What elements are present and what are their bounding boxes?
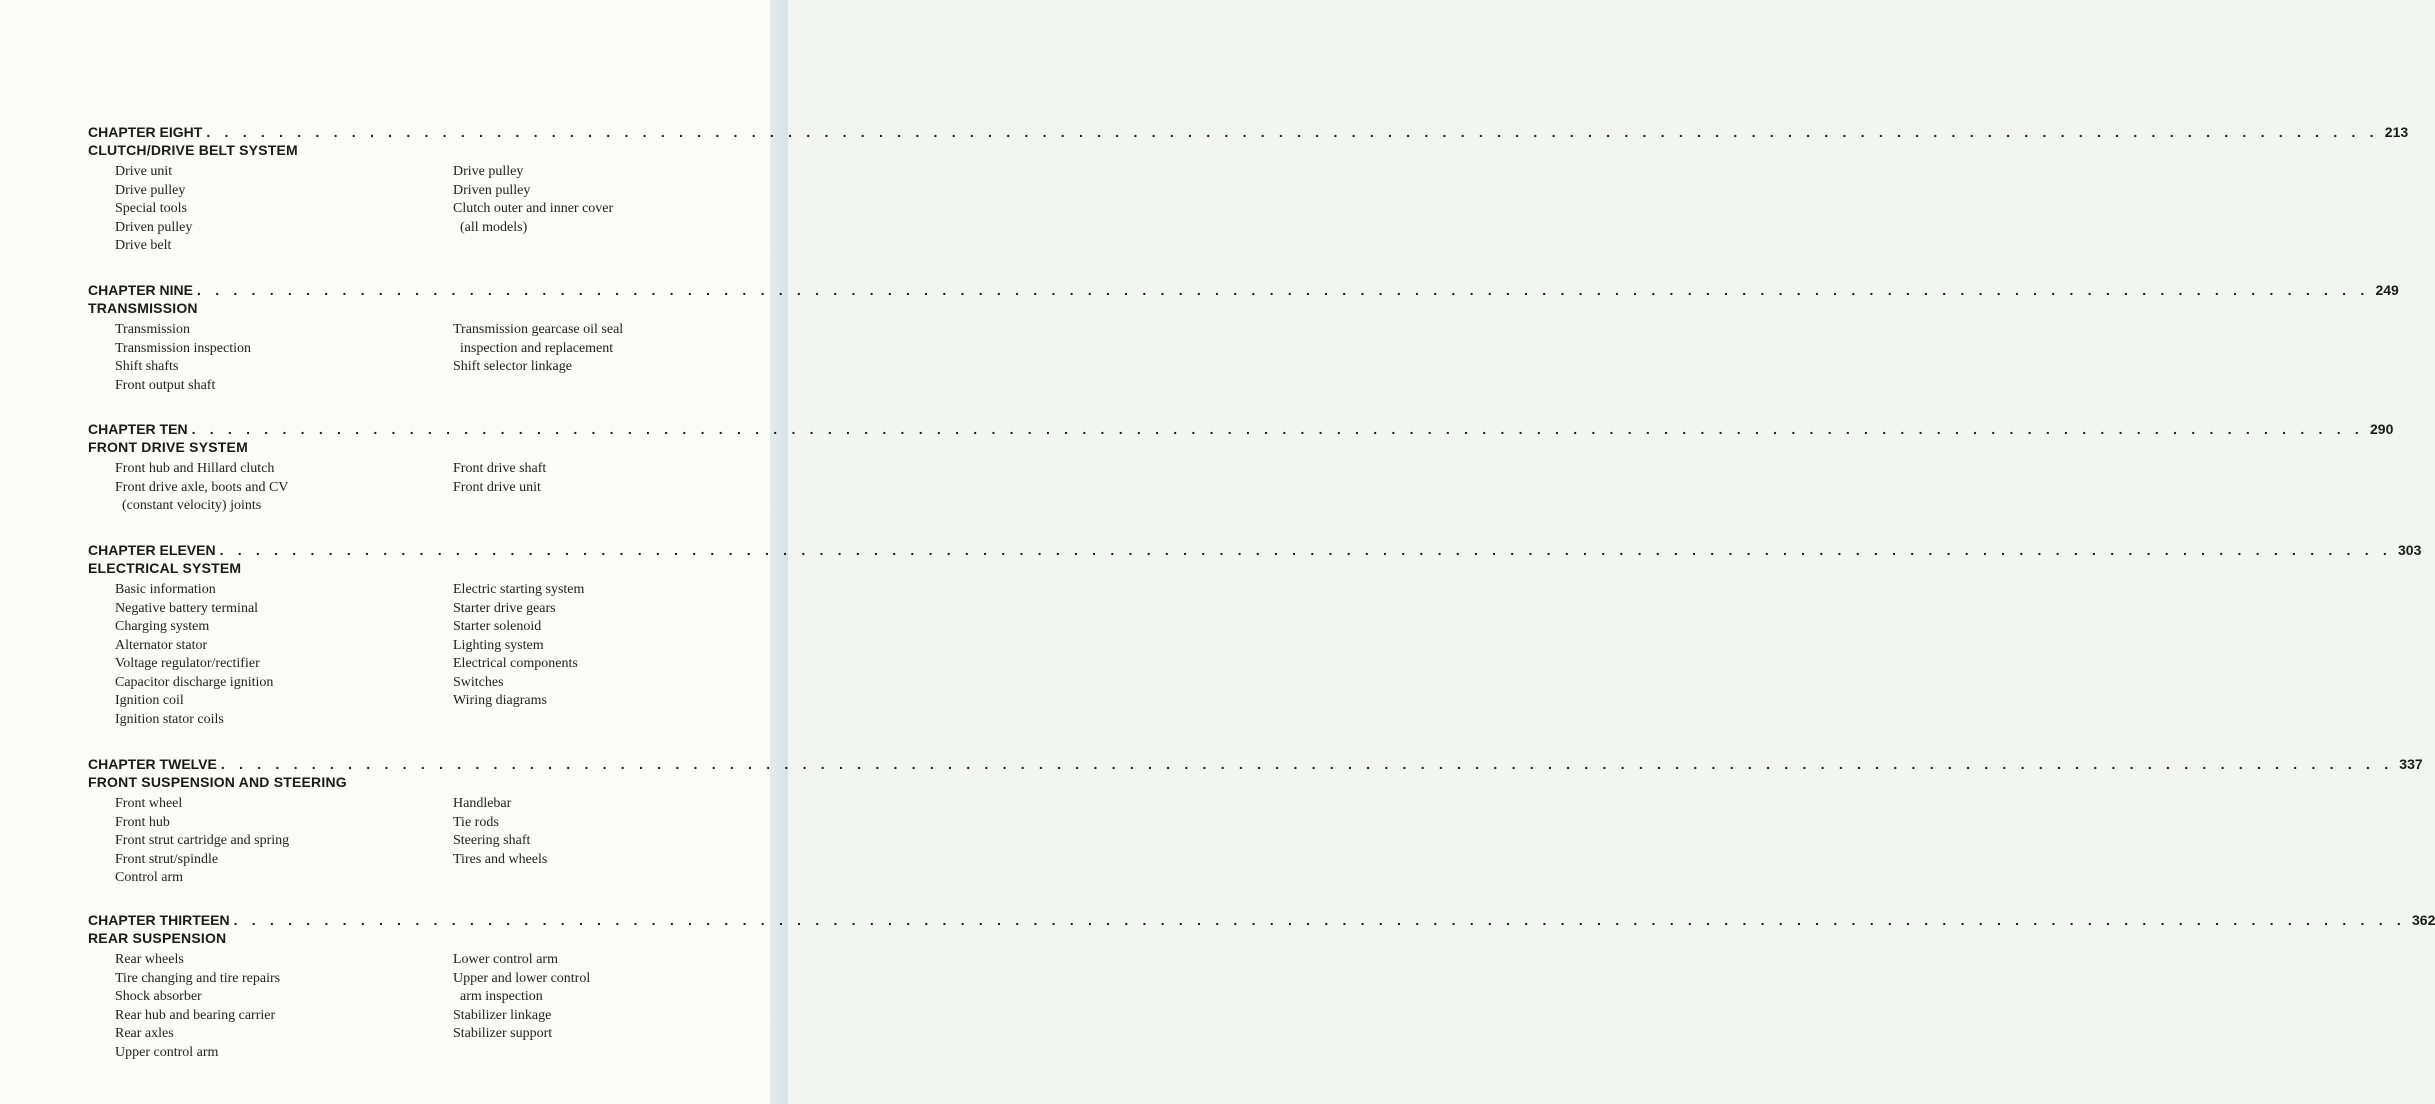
topic-item: Alternator stator [115,637,208,653]
topic-item: Starter solenoid [453,619,542,634]
chapter-page-number: 303 [2398,542,2422,558]
topic-item: Front hub [115,814,170,830]
topic-list-left [115,795,289,888]
topic-item: Front drive shaft [453,461,547,476]
chapter-title: CHAPTER NINE [88,282,194,298]
topic-list-right [453,460,546,497]
topic-item: Shock absorber [115,989,202,1004]
topic-list-left [115,951,280,1062]
topic-item: Clutch outer and inner cover [453,201,614,216]
topic-list-right [453,581,584,711]
chapter-section [88,123,2409,253]
topic-item: Negative battery terminal [115,600,259,616]
chapter-title: CHAPTER EIGHT [88,124,203,140]
topic-item: Lower control arm [453,952,558,967]
topic-item: Electric starting system [453,582,585,597]
topic-item: Transmission [115,322,190,337]
chapter-heading [88,911,2435,929]
topic-item: Special tools [115,201,187,216]
topic-item: Tie rods [453,814,499,830]
chapter-page-number: 213 [2384,124,2409,140]
topic-list-left [115,163,192,256]
topic-item: Basic information [115,582,216,597]
chapter-subtitle: ELECTRICAL SYSTEM [88,560,242,576]
chapter-section [88,755,2423,885]
dot-leader: . . . . . . . . . . . . . . . . . . . . . . . . . . . . . . . . . . . . . . . . . . . . . . . . . . . . . . . . . . . . . . . . . . . . . . . . . . . . . . . . . . . . . . . . . . . . . . . . . . . . . . . . . . . . . . . . . . . . . . . . [219,542,2393,558]
topic-list-right [453,163,613,237]
topic-item: Front drive unit [453,479,541,495]
topic-item: Charging system [115,619,210,634]
topic-item: Front output shaft [115,377,216,393]
topic-item: Front strut/spindle [115,851,219,867]
dot-leader: . . . . . . . . . . . . . . . . . . . . . . . . . . . . . . . . . . . . . . . . . . . . . . . . . . . . . . . . . . . . . . . . . . . . . . . . . . . . . . . . . . . . . . . . . . . . . . . . . . . . . . . . . . . . . . . . . . . . . . . . [220,756,2394,772]
chapter-heading [88,541,2422,559]
topic-item: Drive pulley [115,182,186,198]
topic-item: Electrical components [453,656,578,671]
chapter-section [88,281,2399,393]
chapter-subtitle: TRANSMISSION [88,300,198,316]
topic-item: Rear wheels [115,952,184,967]
chapter-section [88,420,2394,513]
chapter-title: CHAPTER THIRTEEN [88,912,230,928]
topic-item: Ignition coil [115,693,184,708]
topic-item: Switches [453,674,504,690]
topic-item: Front hub and Hillard clutch [115,461,275,476]
chapter-title: CHAPTER TWELVE [88,756,217,772]
topic-item: Wiring diagrams [453,693,547,708]
chapter-subtitle: REAR SUSPENSION [88,930,227,946]
topic-list-left [115,321,251,395]
topic-item: Tire changing and tire repairs [115,970,281,986]
topic-item: Rear axles [115,1026,174,1041]
topic-list-right [453,321,623,377]
topic-item: arm inspection [453,989,543,1004]
topic-item: Front strut cartridge and spring [115,833,290,848]
topic-item: Stabilizer linkage [453,1007,552,1023]
topic-item: Steering shaft [453,833,531,848]
topic-item: Voltage regulator/rectifier [115,656,260,671]
topic-list-right [453,951,590,1044]
dot-leader: . . . . . . . . . . . . . . . . . . . . . . . . . . . . . . . . . . . . . . . . . . . . . . . . . . . . . . . . . . . . . . . . . . . . . . . . . . . . . . . . . . . . . . . . . . . . . . . . . . . . . . . . . . . . . . . . . . . . . . . . [197,282,2370,298]
chapter-title: CHAPTER TEN [88,421,188,437]
chapter-page-number: 337 [2399,756,2423,772]
topic-item: Shift selector linkage [453,359,572,374]
dot-leader: . . . . . . . . . . . . . . . . . . . . . . . . . . . . . . . . . . . . . . . . . . . . . . . . . . . . . . . . . . . . . . . . . . . . . . . . . . . . . . . . . . . . . . . . . . . . . . . . . . . . . . . . . . . . . . . . . . . . . . . . [191,421,2364,437]
chapter-page-number: 290 [2370,421,2394,437]
topic-item: Rear hub and bearing carrier [115,1007,276,1023]
topic-list-right [453,795,547,869]
topic-item: Capacitor discharge ignition [115,674,274,690]
chapter-section [88,911,2435,1060]
topic-item: Front wheel [115,796,183,811]
topic-item: Drive belt [115,238,172,253]
topic-item: Upper and lower control [453,970,591,986]
chapter-subtitle: FRONT SUSPENSION AND STEERING [88,774,347,790]
topic-item: Upper control arm [115,1044,219,1060]
topic-list-left [115,581,273,729]
topic-item: Driven pulley [115,219,193,235]
topic-item: Tires and wheels [453,851,548,867]
topic-item: Lighting system [453,637,544,653]
topic-item: Control arm [115,870,184,885]
chapter-heading [88,281,2399,299]
topic-item: Starter drive gears [453,600,556,616]
topic-item: Front drive axle, boots and CV [115,479,289,495]
chapter-subtitle: FRONT DRIVE SYSTEM [88,439,248,455]
chapter-heading [88,123,2409,141]
topic-item: Driven pulley [453,182,531,198]
chapter-subtitle: CLUTCH/DRIVE BELT SYSTEM [88,142,298,158]
chapter-title: CHAPTER ELEVEN [88,542,216,558]
topic-item: (all models) [453,219,528,235]
topic-item: inspection and replacement [453,340,614,356]
chapter-heading [88,755,2423,773]
chapter-heading [88,420,2394,438]
topic-item: Drive unit [115,164,173,179]
topic-item: Transmission inspection [115,340,251,356]
topic-item: Handlebar [453,796,512,811]
topic-item: Shift shafts [115,359,179,374]
topic-item: Stabilizer support [453,1026,553,1041]
topic-item: (constant velocity) joints [115,498,262,513]
chapter-page-number: 249 [2375,282,2399,298]
dot-leader: . . . . . . . . . . . . . . . . . . . . . . . . . . . . . . . . . . . . . . . . . . . . . . . . . . . . . . . . . . . . . . . . . . . . . . . . . . . . . . . . . . . . . . . . . . . . . . . . . . . . . . . . . . . . . . . . . . . . . . . . [233,912,2406,928]
topic-item: Transmission gearcase oil seal [453,322,624,337]
chapter-section [88,541,2422,727]
chapter-page-number: 362 [2412,912,2435,928]
topic-list-left [115,460,288,516]
topic-item: Ignition stator coils [115,711,224,727]
topic-item: Drive pulley [453,164,524,179]
dot-leader: . . . . . . . . . . . . . . . . . . . . . . . . . . . . . . . . . . . . . . . . . . . . . . . . . . . . . . . . . . . . . . . . . . . . . . . . . . . . . . . . . . . . . . . . . . . . . . . . . . . . . . . . . . . . . . . . . . . . . . . . [206,124,2379,140]
